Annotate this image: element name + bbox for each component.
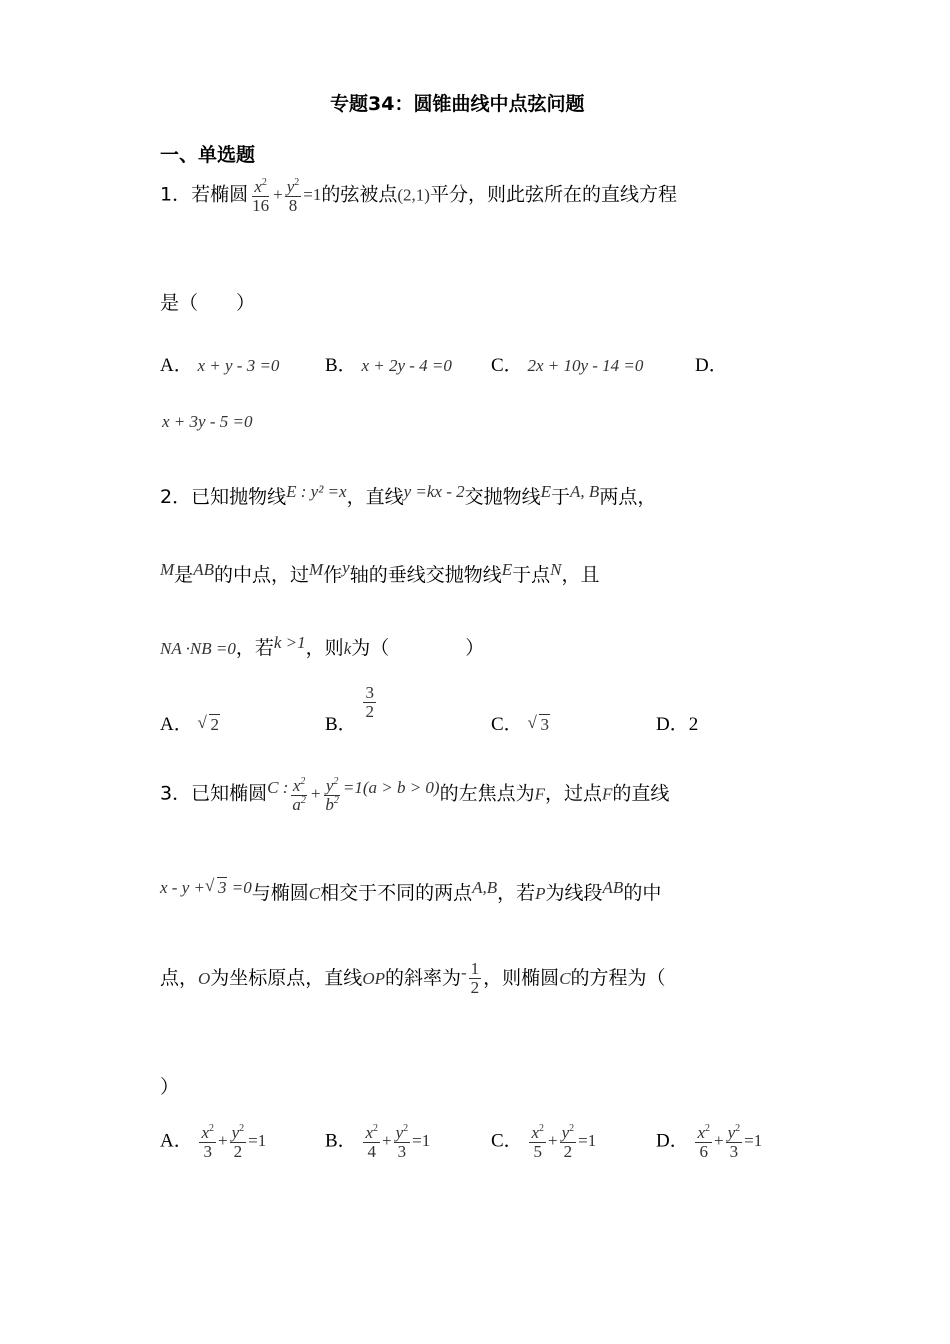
option-a: A． $\frac{x^2}{3}$ + $\frac{y^2}{2}$ =1 [160,1123,267,1161]
midpoint: (2,1) [397,185,430,205]
option-d-expression: x + 3y - 5 =0 [162,412,253,431]
ellipse-equation: $\frac{x^2}{16}$ + $\frac{y^2}{8}$ =1 [252,177,322,215]
question-3-line-3: 点，O为坐标原点，直线OP的斜率为- $\frac{1}{2}$ ，则椭圆C的方程为（ [160,959,666,997]
option-c: C． 2x + 10y - 14 =0 [491,355,644,376]
question-2-line-3: NA ·NB =0，若k >1，则k为（ ） [160,633,485,659]
ellipse-c-equation: C : $\frac{x^2}{a^2}$ + $\frac{y^2}{b^2}$ =1(a > b > 0) [267,776,440,814]
question-1-line-2: 是（ ） [160,292,256,314]
section-heading: 一、单选题 [160,144,256,166]
option-d: D． [695,355,728,376]
option-b: B． x + 2y - 4 =0 [325,355,452,376]
question-2-line-2: M是AB的中点，过M作y轴的垂线交抛物线E于点N，且 [160,558,600,586]
question-3-line-1: 3．已知椭圆C : $\frac{x^2}{a^2}$ + $\frac{y^2}{b^2}$ =1(a > b > 0)的左焦点为F，过点F的直线 [160,776,670,814]
option-b: B． $\frac{3}{2}$ [325,683,374,735]
option-d: D． $\frac{x^2}{6}$ + $\frac{y^2}{3}$ =1 [656,1123,763,1161]
question-2-line-1: 2．已知抛物线E : y² =x，直线y =kx - 2交抛物线E于A, B两点， [160,482,657,508]
question-3-line-2: x - y + √ 3 =0与椭圆C相交于不同的两点A,B，若P为线段AB的中 [160,876,662,904]
question-text: 若椭圆 [191,183,249,206]
option-d: D．2 [656,714,699,735]
question-3-line-4: ） [160,1076,180,1098]
question-1-line-1: 1．若椭圆 $\frac{x^2}{16}$ + $\frac{y^2}{8}$ =1的弦被点(2,1)平分，则此弦所在的直线方程 [160,177,677,215]
option-a: A． x + y - 3 =0 [160,355,280,376]
option-c: C． √ 3 [491,713,549,735]
option-a: A． √ 2 [160,713,219,735]
option-c: C． $\frac{x^2}{5}$ + $\frac{y^2}{2}$ =1 [491,1123,597,1161]
page-title: 专题34：圆锥曲线中点弦问题 [330,93,585,115]
option-b: B． $\frac{x^2}{4}$ + $\frac{y^2}{3}$ =1 [325,1123,431,1161]
question-number: 1． [160,183,192,206]
